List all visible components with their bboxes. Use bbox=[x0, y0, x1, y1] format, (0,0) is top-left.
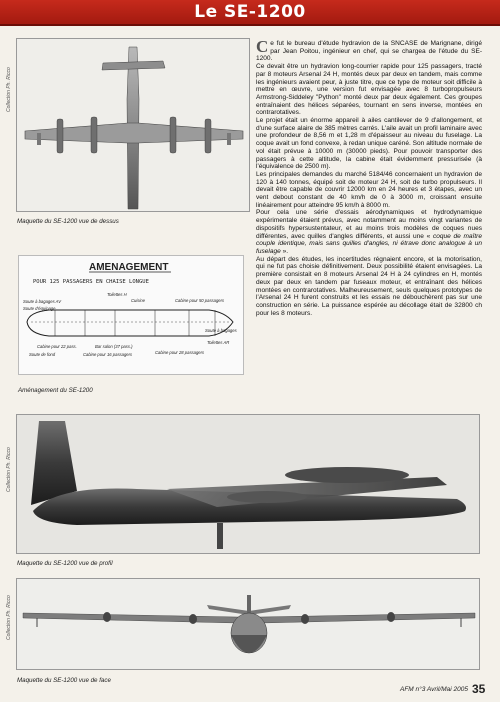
layout-label: Toilettes AR bbox=[207, 340, 230, 345]
drop-cap: C bbox=[256, 37, 269, 56]
layout-subtitle: POUR 125 PASSAGERS EN CHAISE LONGUE bbox=[33, 279, 149, 285]
photo-profile-view bbox=[16, 414, 480, 554]
footer-folio: AFM n°3 Avril/Mai 2005 bbox=[400, 686, 468, 693]
page-number: 35 bbox=[472, 682, 486, 696]
article-paragraph: Les principales demandes du marché 5184/46 concernaient un hydravion de 120 à 140 tonnes, équipé soit de moteur 24 H, soit de turbo propulseurs. Il devait être capable de couvrir 12000 km en 24 heures et 3 étapes, avec un vent debout constant de 40 km/h de 0 à 3000 m, croissant ensuite linéairement pour atteindre 95 km/h à 8000 m. bbox=[256, 170, 482, 209]
layout-drawing bbox=[18, 255, 244, 375]
layout-title: AMENAGEMENT bbox=[89, 262, 169, 273]
layout-label: Bar salon (37 pass.) bbox=[95, 344, 133, 349]
layout-label: Cabine pour 16 passagers bbox=[83, 352, 133, 357]
aircraft-profile-illustration bbox=[17, 415, 480, 554]
photo-top-view bbox=[16, 38, 250, 212]
layout-label: Soute à bagages bbox=[205, 328, 237, 333]
photo-credit: Collection Ph. Ricco bbox=[6, 67, 12, 112]
aircraft-front-illustration bbox=[17, 579, 480, 670]
layout-label: Toilettes H bbox=[107, 292, 127, 297]
layout-label: Cuisine bbox=[131, 298, 145, 303]
article-paragraph bbox=[256, 209, 482, 255]
page-title: Le SE-1200 bbox=[194, 2, 306, 22]
caption-front-view: Maquette du SE-1200 vue de face bbox=[17, 677, 111, 684]
caption-top-view: Maquette du SE-1200 vue de dessus bbox=[17, 218, 119, 225]
article-paragraph: Au départ des études, les incertitudes régnaient encore, et la motorisation, qui ne fut pas choisie définitivement. Deux possibilité étaient envisagées. La première consistait en 8 moteurs Arsenal 24 H à 24 cylindres en H, montés deux par deux en tandem par fuseaux moteur, et entraînant des hélices montées en contrarotatives. Malheureusement, seuls quelques prototypes de l'Arsenal 24 H furent construits et les essais ne débouchèrent pas sur une construction en série. La puissance espérée au décollage était de 32800 ch pour les 8 moteurs. bbox=[256, 255, 482, 317]
layout-label: Soute d'équipage bbox=[23, 306, 56, 311]
paragraph-text: Pour cela une série d'essais aérodynamiques et hydrodynamique expérimentale étaient prévus, avec notamment au moins vingt variantes de dispositifs hypersustentateur, et au moins trois modèles de coques nues différentes, avec quilles d'angles différents, et aussi une « bbox=[256, 209, 482, 240]
article-paragraph: Ce devait être un hydravion long-courrier rapide pour 125 passagers, tracté par 8 moteurs Arsenal 24 H, montés deux par deux en tandem, mais comme les ingénieurs avaient peur, à juste titre, que ce type de moteur soit difficile à mettre en œuvre, une version fut envisagée avec 8 turbopropulseurs Armstrong-Siddeley "Python" monté deux par deux également. Ces groupes entraînaient des hélices séparées, tournant en sens inverse, montées en contrarotatives. bbox=[256, 63, 482, 117]
layout-label: Soute de fond bbox=[29, 352, 56, 357]
layout-label: Cabine pour 22 pass. bbox=[37, 344, 77, 349]
paragraph-text: e fut le bureau d'étude hydravion de la SNCASE de Marignane, dirigé par Jean Poitou, ingénieur en chef, qui se chargea de l'étude du SE-1200. bbox=[256, 40, 482, 63]
layout-label: Cabine pour 28 passagers bbox=[155, 350, 205, 355]
caption-profile-view: Maquette du SE-1200 vue de profil bbox=[17, 560, 113, 567]
paragraph-quote: coque de maître couple identique, mais sans quilles d'angles, ni étrave donc analogue à un fuselage bbox=[256, 232, 482, 255]
photo-front-view bbox=[16, 578, 480, 670]
article-paragraph bbox=[256, 37, 482, 63]
article-text bbox=[256, 37, 482, 317]
cabin-layout-sketch bbox=[19, 256, 244, 375]
photo-credit: Collection Ph. Ricco bbox=[6, 447, 12, 492]
photo-credit: Collection Ph. Ricco bbox=[6, 595, 12, 640]
aircraft-top-view-illustration bbox=[17, 39, 250, 212]
paragraph-text: ». bbox=[280, 247, 289, 255]
article-paragraph: Le projet était un énorme appareil à ailes cantilever de 9 d'allongement, et d'une surface alaire de 385 mètres carrés. L'aile avait un profil laminaire avec une profondeur de 8,56 m et 1,28 m d'épaisseur au niveau du fuselage. La coque avait un fond convexe, à redan unique caréné. Son altitude normale de vol était prévue à 10000 m (30000 pieds). Pour pouvoir transporter des passagers à cette altitude, la cabine était évidemment pressurisée (à l'équivalence de 2500 m). bbox=[256, 117, 482, 171]
layout-label: Soute à bagages AV bbox=[23, 299, 62, 304]
layout-label: Cabine pour 50 passagers bbox=[175, 298, 225, 303]
caption-layout: Aménagement du SE-1200 bbox=[18, 387, 93, 394]
